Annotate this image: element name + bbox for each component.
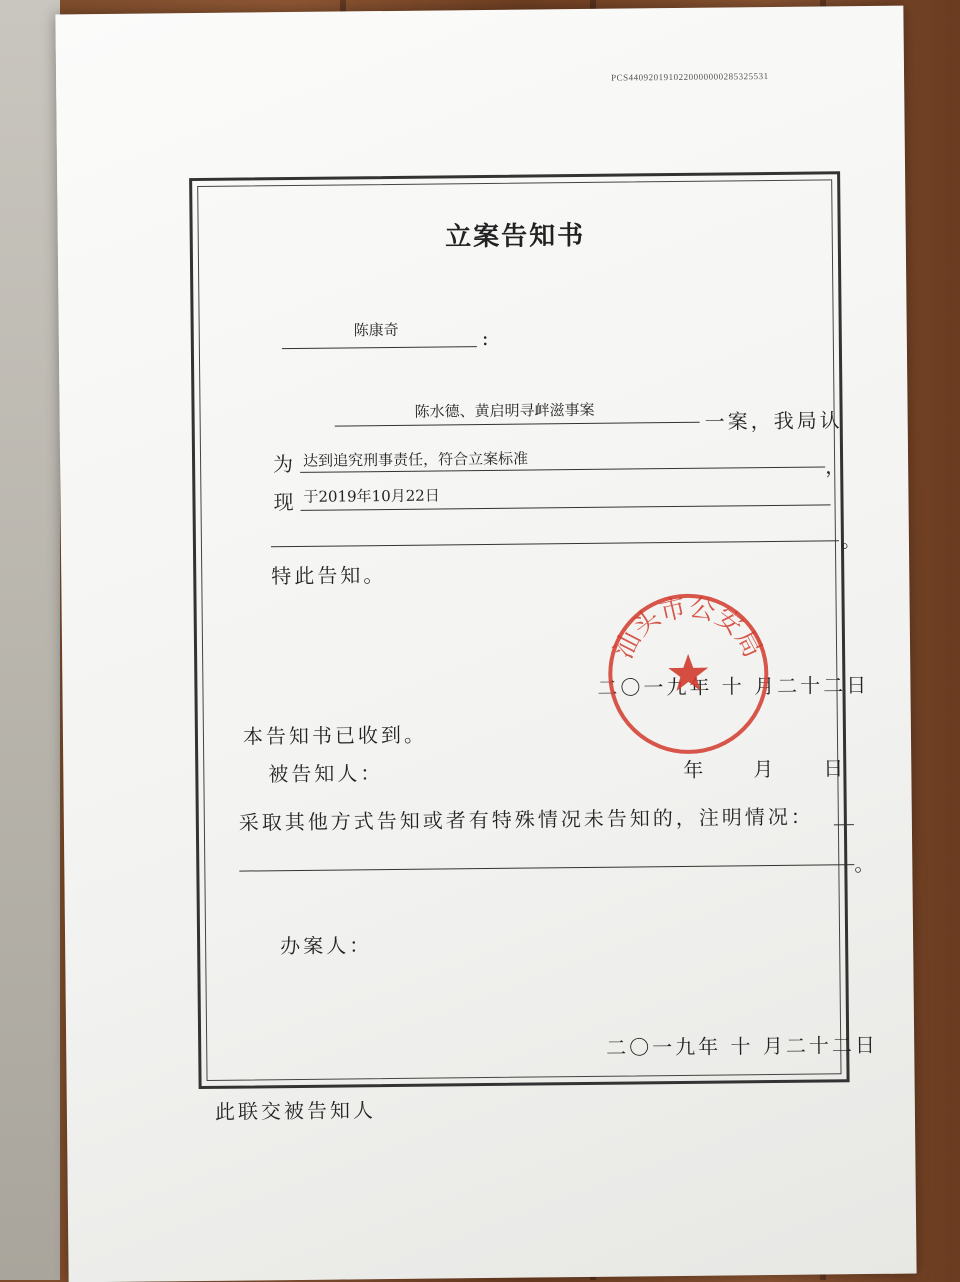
reason-prefix: 为 xyxy=(272,451,297,477)
year-label: 年 xyxy=(683,757,707,782)
document-paper xyxy=(55,6,916,1282)
month-label: 月 xyxy=(753,756,777,782)
received-line: 本告知书已收到。 xyxy=(242,722,428,749)
reason-end: ， xyxy=(825,454,849,479)
reason-text: 达到追究刑事责任，符合立案标准 xyxy=(302,449,529,470)
copy-note: 此联交被告知人 xyxy=(214,1098,377,1124)
seal-star-icon xyxy=(668,654,708,691)
seal-text: 汕头市公安局 xyxy=(608,592,768,664)
recipient-colon: : xyxy=(481,325,492,351)
filing-date: 于2019年10月22日 xyxy=(303,486,440,506)
case-name: 陈水德、黄启明寻衅滋事案 xyxy=(414,400,595,421)
recipient-name: 陈康奇 xyxy=(353,320,399,340)
issue-date: 二〇一九年 十 月二十二日 xyxy=(597,672,870,700)
serial-number: PCS4409201910220000000285325531 xyxy=(611,71,769,83)
other-method-line: 采取其他方式告知或者有特殊情况未告知的，注明情况： xyxy=(238,804,814,835)
official-seal xyxy=(601,587,775,761)
line-end: 。 xyxy=(840,528,865,553)
other-end: 。 xyxy=(854,851,878,877)
handler-label: 办案人： xyxy=(280,933,373,959)
floor-background xyxy=(0,0,60,1280)
notice-line: 特此告知。 xyxy=(271,563,387,589)
case-suffix: 一案，我局认 xyxy=(704,408,843,434)
day-label: 日 xyxy=(823,756,847,781)
now-prefix: 现 xyxy=(273,489,297,515)
notified-label: 被告知人： xyxy=(268,761,384,787)
document-title: 立案告知书 xyxy=(445,220,586,253)
bottom-date: 二〇一九年 十 月二十二日 xyxy=(606,1032,879,1060)
